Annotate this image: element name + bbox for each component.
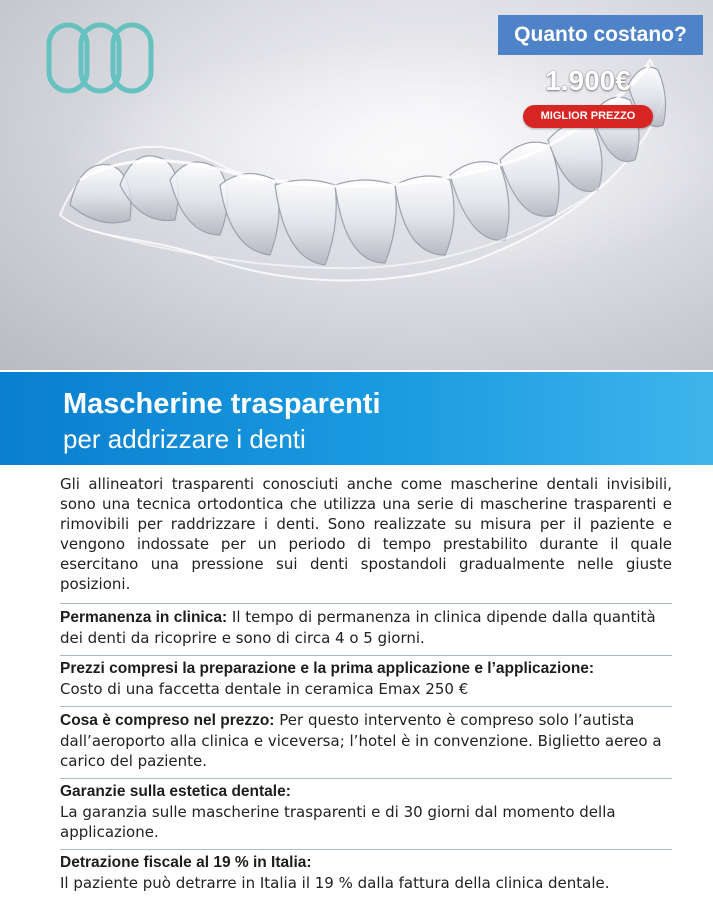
title-band bbox=[0, 372, 713, 465]
section-text: Per questo intervento è compreso solo l’autista dall’aeroporto alla clinica e viceversa; l’hotel è in convenzione. Biglietto aereo a carico del paziente. bbox=[60, 711, 662, 770]
page-subtitle: per addrizzare i denti bbox=[63, 424, 306, 454]
section-label: Detrazione fiscale al 19 % in Italia: bbox=[60, 854, 312, 871]
price-panel bbox=[493, 15, 703, 130]
page-title: Mascherine trasparenti bbox=[63, 388, 381, 420]
section-label: Cosa è compreso nel prezzo: bbox=[60, 712, 275, 729]
info-section-included bbox=[60, 706, 672, 771]
section-label: Permanenza in clinica: bbox=[60, 609, 228, 626]
section-label: Garanzie sulla estetica dentale: bbox=[60, 783, 291, 800]
price-question-banner: Quanto costano? bbox=[498, 15, 703, 55]
hero-image bbox=[0, 0, 713, 370]
section-text: Il paziente può detrarre in Italia il 19 % dalla fattura della clinica dentale. bbox=[60, 874, 610, 892]
section-text: Il tempo di permanenza in clinica dipende dalla quantità dei denti da ricoprire e sono di circa 4 o 5 giorni. bbox=[60, 608, 656, 647]
price-amount: 1.900€ bbox=[545, 65, 631, 96]
intro-paragraph: Gli allineatori trasparenti conosciuti anche come mascherine dentali invisibili, sono una tecnica ortodontica che utilizza una serie di mascherine trasparenti e rimovibili per raddrizzare i denti. Sono realizzate su misura per il paziente e vengono indossate per un periodo di tempo prestabilito durante il quale esercitano una pressione sui denti spostandoli gradualmente nelle giuste posizioni. bbox=[60, 475, 672, 593]
section-text: Costo di una faccetta dentale in ceramica Emax 250 € bbox=[60, 680, 469, 698]
info-section-guarantee bbox=[60, 778, 672, 842]
section-label: Prezzi compresi la preparazione e la prima applicazione e l’applicazione: bbox=[60, 660, 595, 677]
three-rings-logo-icon bbox=[46, 22, 154, 94]
content bbox=[60, 474, 672, 893]
info-section-tax-deduction bbox=[60, 849, 672, 893]
info-section-prices bbox=[60, 655, 672, 699]
best-price-badge: MIGLIOR PREZZO bbox=[523, 105, 653, 128]
info-section-clinic-stay bbox=[60, 603, 672, 648]
section-text: La garanzia sulle mascherine trasparenti e di 30 giorni dal momento della applicazione. bbox=[60, 803, 616, 841]
